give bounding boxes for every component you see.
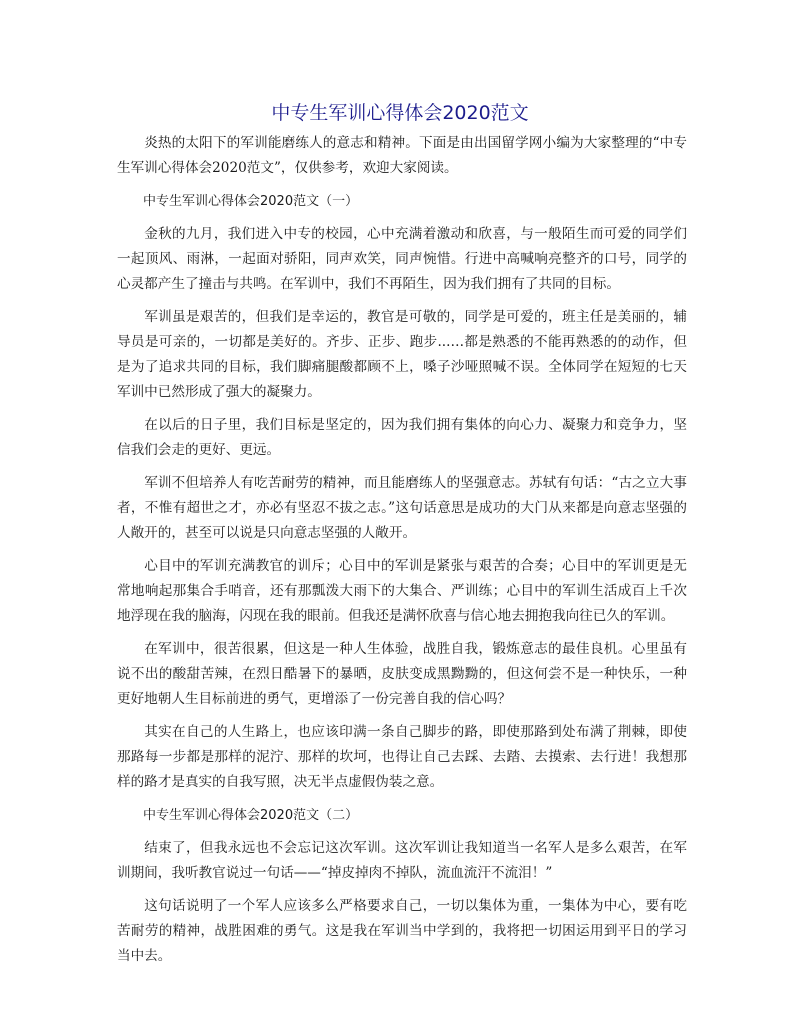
section-heading-2: 中专生军训心得体会2020范文（二）	[143, 808, 359, 823]
paragraph: 军训不但培养人有吃苦耐劳的精神，而且能磨练人的坚强意志。苏轼有句话：“古之立大事者，不惟有超世之才，亦必有坚忍不拔之志。”这句话意思是成功的大门从来都是向意志坚强的人敞开的，甚至可以说是只向意志坚强的人敞开。	[117, 475, 687, 541]
paragraph: 结束了，但我永远也不会忘记这次军训。这次军训让我知道当一名军人是多么艰苦，在军训期间，我听教官说过一句话——“掉皮掉肉不掉队，流血流汗不流泪！”	[117, 840, 687, 881]
paragraph: 在以后的日子里，我们目标是坚定的，因为我们拥有集体的向心力、凝聚力和竞争力，坚信我们会走的更好、更远。	[117, 417, 687, 458]
paragraph: 其实在自己的人生路上，也应该印满一条自己脚步的路，即使那路到处布满了荆棘，即使那路每一步都是那样的泥泞、那样的坎坷，也得让自己去踩、去踏、去摸索、去行进！我想那样的路才是真实的自我写照，决无半点虚假伪装之意。	[117, 724, 687, 790]
paragraph: 心目中的军训充满教官的训斥；心目中的军训是紧张与艰苦的合奏；心目中的军训更是无常地响起那集合手哨音，还有那瓢泼大雨下的大集合、严训练；心目中的军训生活成百上千次地浮现在我的脑海，闪现在我的眼前。但我还是满怀欣喜与信心地去拥抱我向往已久的军训。	[117, 558, 687, 624]
paragraph: 这句话说明了一个军人应该多么严格要求自己，一切以集体为重，一集体为中心，要有吃苦耐劳的精神，战胜困难的勇气。这是我在军训当中学到的，我将把一切困运用到平日的学习当中去。	[117, 898, 687, 964]
document-body	[117, 131, 687, 977]
document-title: 中专生军训心得体会2020范文	[271, 102, 529, 124]
section-heading-1: 中专生军训心得体会2020范文（一）	[143, 194, 359, 209]
paragraph: 在军训中，很苦很累，但这是一种人生体验，战胜自我，锻炼意志的最佳良机。心里虽有说不出的酸甜苦辣，在烈日酷暑下的暴晒，皮肤变成黑黝黝的，但这何尝不是一种快乐，一种更好地朝人生目标前进的勇气，更增添了一份完善自我的信心吗？	[117, 641, 687, 707]
paragraph: 军训虽是艰苦的，但我们是幸运的，教官是可敬的，同学是可爱的，班主任是美丽的，辅导员是可亲的，一切都是美好的。齐步、正步、跑步...…都是熟悉的不能再熟悉的的动作，但是为了追求共同的目标，我们脚痛腿酸都顾不上，嗓子沙哑照喊不误。全体同学在短短的七天军训中已然形成了强大的凝聚力。	[117, 309, 687, 400]
paragraph: 金秋的九月，我们进入中专的校园，心中充满着激动和欣喜，与一般陌生而可爱的同学们一起顶风、雨淋，一起面对骄阳，同声欢笑，同声惋惜。行进中高喊响亮整齐的口号，同学的心灵都产生了撞击与共鸣。在军训中，我们不再陌生，因为我们拥有了共同的目标。	[117, 226, 687, 292]
intro-paragraph: 炎热的太阳下的军训能磨练人的意志和精神。下面是由出国留学网小编为大家整理的“中专生军训心得体会2020范文”，仅供参考，欢迎大家阅读。	[117, 135, 687, 176]
